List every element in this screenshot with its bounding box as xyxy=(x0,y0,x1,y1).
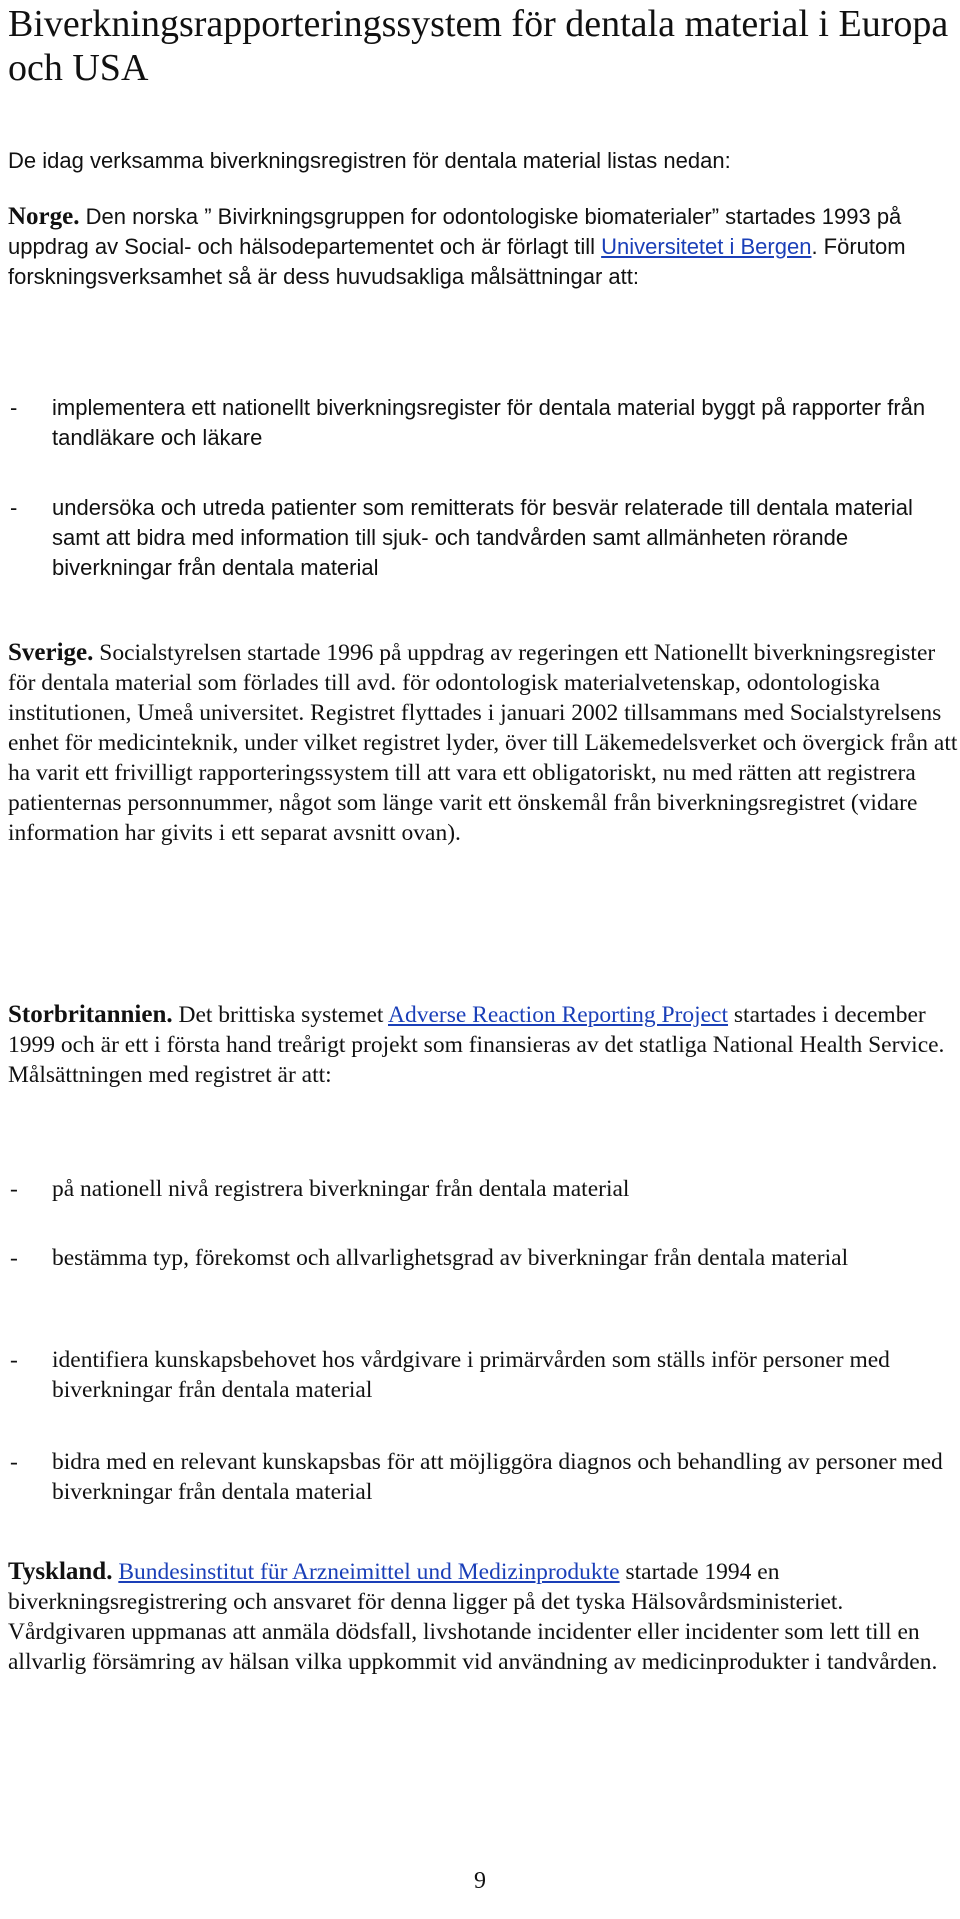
storbritannien-text-2: startades i december 1999 och är ett i första hand treårigt projekt som finansieras av det statliga National Health Service. Målsättningen med registret är att: xyxy=(8,1002,945,1088)
section-sverige xyxy=(8,638,958,848)
tyskland-text: startade 1994 en biverkningsregistrering och ansvaret för denna ligger på det tyska Hälsovårdsministeriet. Vårdgivaren uppmanas att anmäla dödsfall, livshotande incidenter eller incidenter som lett till en allvarlig försämring av hälsan vilka uppkommit vid användning av medicinprodukter i tandvården. xyxy=(8,1559,938,1675)
storbritannien-text-1: Det brittiska systemet xyxy=(172,1002,388,1028)
list-dash: - xyxy=(10,395,18,420)
section-heading-storbritannien: Storbritannien. xyxy=(8,1001,173,1028)
section-heading-norge: Norge. xyxy=(8,203,80,230)
section-norge xyxy=(8,202,958,292)
document-page xyxy=(8,0,958,1675)
intro-text: De idag verksamma biverkningsregistren för dentala material listas nedan: xyxy=(8,148,731,173)
list-item-text: undersöka och utreda patienter som remitterats för besvär relaterade till dentala material samt att bidra med information till sjuk- och tandvården samt allmänheten rörande biverkningar från dentala material xyxy=(52,495,913,580)
list-item-text: bestämma typ, förekomst och allvarlighetsgrad av biverkningar från dentala material xyxy=(52,1245,849,1271)
link-bundesinstitut[interactable]: Bundesinstitut für Arzneimittel und Medizinprodukte xyxy=(118,1559,620,1585)
page-number: 9 xyxy=(474,1868,486,1894)
link-universitetet-i-bergen[interactable]: Universitetet i Bergen xyxy=(601,234,812,259)
list-dash: - xyxy=(10,1347,18,1373)
link-adverse-reaction-reporting-project[interactable]: Adverse Reaction Reporting Project xyxy=(388,1002,729,1028)
section-tyskland xyxy=(8,1557,958,1677)
section-heading-tyskland: Tyskland. xyxy=(8,1558,113,1585)
list-item-text: på nationell nivå registrera biverkningar från dentala material xyxy=(52,1176,630,1202)
list-dash: - xyxy=(10,1449,18,1475)
list-dash: - xyxy=(10,1176,18,1202)
section-heading-sverige: Sverige. xyxy=(8,639,94,666)
sverige-text: Socialstyrelsen startade 1996 på uppdrag av regeringen ett Nationellt biverkningsregister för dentala material som förlades till avd. för odontologisk materialvetenskap, odontologiska institutionen, Umeå universitet. Registret flyttades i januari 2002 tillsammans med Socialstyrelsens enhet för medicinteknik, under vilket registret lyder, över till Läkemedelsverket och övergick från att ha varit ett frivilligt rapporteringssystem till att vara ett obligatoriskt, nu med rätten att registrera patienternas personnummer, något som länge varit ett önskemål från biverkningsregistret (vidare information har givits i ett separat avsnitt ovan). xyxy=(8,640,958,846)
norge-text-1: Den norska ” Bivirkningsgruppen for odontologiske biomaterialer” startades 1993 på uppdrag av Social- och hälsodepartementet och är förlagt till xyxy=(8,204,902,259)
section-storbritannien xyxy=(8,1000,958,1090)
list-item-text: implementera ett nationellt biverkningsregister för dentala material byggt på rapporter från tandläkare och läkare xyxy=(52,395,926,450)
list-dash: - xyxy=(10,1245,18,1271)
page-title: Biverkningsrapporteringssystem för dentala material i Europa och USA xyxy=(8,3,949,89)
list-dash: - xyxy=(10,495,18,520)
norge-text-2: . Förutom forskningsverksamhet så är dess huvudsakliga målsättningar att: xyxy=(8,234,906,289)
list-item-text: identifiera kunskapsbehovet hos vårdgivare i primärvården som ställs inför personer med biverkningar från dentala material xyxy=(52,1347,890,1403)
list-item-text: bidra med en relevant kunskapsbas för att möjliggöra diagnos och behandling av personer med biverkningar från dentala material xyxy=(52,1449,943,1505)
